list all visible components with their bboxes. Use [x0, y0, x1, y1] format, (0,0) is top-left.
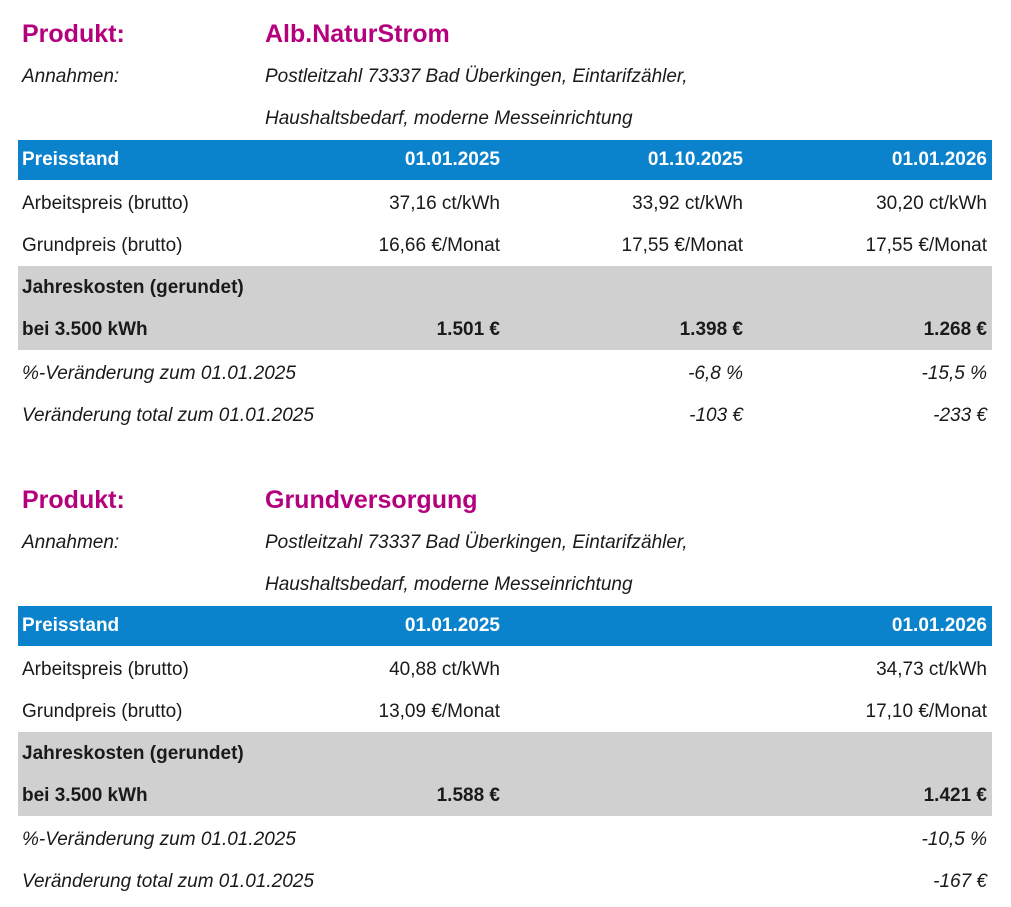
product-heading — [0, 482, 1011, 522]
row-label: bei 3.500 kWh — [22, 785, 148, 806]
product-name: Alb.NaturStrom — [265, 20, 450, 48]
assumptions-row — [0, 58, 1011, 98]
cell-value: -233 € — [933, 405, 987, 426]
header-date-1: 01.01.2025 — [404, 615, 500, 636]
product-name: Grundversorgung — [265, 486, 478, 514]
row-label: bei 3.500 kWh — [22, 319, 148, 340]
price-table-header — [0, 606, 1011, 646]
table-row-arbeitspreis — [0, 182, 1011, 222]
cell-value: 17,55 €/Monat — [621, 235, 743, 256]
cell-value: 37,16 ct/kWh — [389, 193, 500, 214]
header-date-3: 01.01.2026 — [891, 615, 987, 636]
row-label: Arbeitspreis (brutto) — [22, 193, 189, 214]
assumptions-label: Annahmen: — [22, 66, 120, 87]
cell-value: 33,92 ct/kWh — [632, 193, 743, 214]
header-preisstand: Preisstand — [22, 615, 120, 636]
assumptions-row-2 — [0, 566, 1011, 606]
header-date-2: 01.10.2025 — [647, 149, 743, 170]
product-label: Produkt: — [22, 486, 125, 514]
cell-value: -15,5 % — [921, 363, 987, 384]
cell-value: 34,73 ct/kWh — [876, 659, 987, 680]
row-label: Grundpreis (brutto) — [22, 701, 183, 722]
cell-value: 40,88 ct/kWh — [389, 659, 500, 680]
assumptions-row — [0, 524, 1011, 564]
table-row-grundpreis — [0, 224, 1011, 264]
header-date-1: 01.01.2025 — [404, 149, 500, 170]
header-date-3: 01.01.2026 — [891, 149, 987, 170]
row-label: Arbeitspreis (brutto) — [22, 659, 189, 680]
assumptions-line-2: Haushaltsbedarf, moderne Messeinrichtung — [265, 574, 633, 595]
row-label: Veränderung total zum 01.01.2025 — [22, 871, 314, 892]
cell-value: 13,09 €/Monat — [378, 701, 500, 722]
table-row-total-change — [0, 860, 1011, 900]
table-row-pct-change — [0, 352, 1011, 392]
row-label: %-Veränderung zum 01.01.2025 — [22, 363, 296, 384]
cell-value: 17,55 €/Monat — [865, 235, 987, 256]
assumptions-line-1: Postleitzahl 73337 Bad Überkingen, Eintarifzähler, — [265, 532, 688, 553]
row-label: %-Veränderung zum 01.01.2025 — [22, 829, 296, 850]
table-row-pct-change — [0, 818, 1011, 858]
cell-value: 30,20 ct/kWh — [876, 193, 987, 214]
row-label: Grundpreis (brutto) — [22, 235, 183, 256]
cell-value: 1.501 € — [436, 319, 500, 340]
cell-value: -167 € — [933, 871, 987, 892]
assumptions-label: Annahmen: — [22, 532, 120, 553]
cell-value: 1.398 € — [679, 319, 743, 340]
table-row-grundpreis — [0, 690, 1011, 730]
table-row-jahreskosten — [0, 308, 1011, 348]
assumptions-line-2: Haushaltsbedarf, moderne Messeinrichtung — [265, 108, 633, 129]
table-row-jahreskosten-label — [0, 732, 1011, 772]
cell-value: -10,5 % — [921, 829, 987, 850]
table-row-arbeitspreis — [0, 648, 1011, 688]
cell-value: -6,8 % — [688, 363, 743, 384]
cell-value: -103 € — [689, 405, 743, 426]
table-row-jahreskosten — [0, 774, 1011, 814]
product-heading — [0, 16, 1011, 56]
cell-value: 1.588 € — [436, 785, 500, 806]
cell-value: 16,66 €/Monat — [378, 235, 500, 256]
row-label: Veränderung total zum 01.01.2025 — [22, 405, 314, 426]
header-preisstand: Preisstand — [22, 149, 120, 170]
annual-cost-label: Jahreskosten (gerundet) — [22, 743, 244, 764]
assumptions-row-2 — [0, 100, 1011, 140]
cell-value: 1.421 € — [923, 785, 987, 806]
annual-cost-label: Jahreskosten (gerundet) — [22, 277, 244, 298]
table-row-jahreskosten-label — [0, 266, 1011, 306]
table-row-total-change — [0, 394, 1011, 434]
assumptions-line-1: Postleitzahl 73337 Bad Überkingen, Eintarifzähler, — [265, 66, 688, 87]
product-label: Produkt: — [22, 20, 125, 48]
price-table-header — [0, 140, 1011, 180]
cell-value: 17,10 €/Monat — [865, 701, 987, 722]
cell-value: 1.268 € — [923, 319, 987, 340]
